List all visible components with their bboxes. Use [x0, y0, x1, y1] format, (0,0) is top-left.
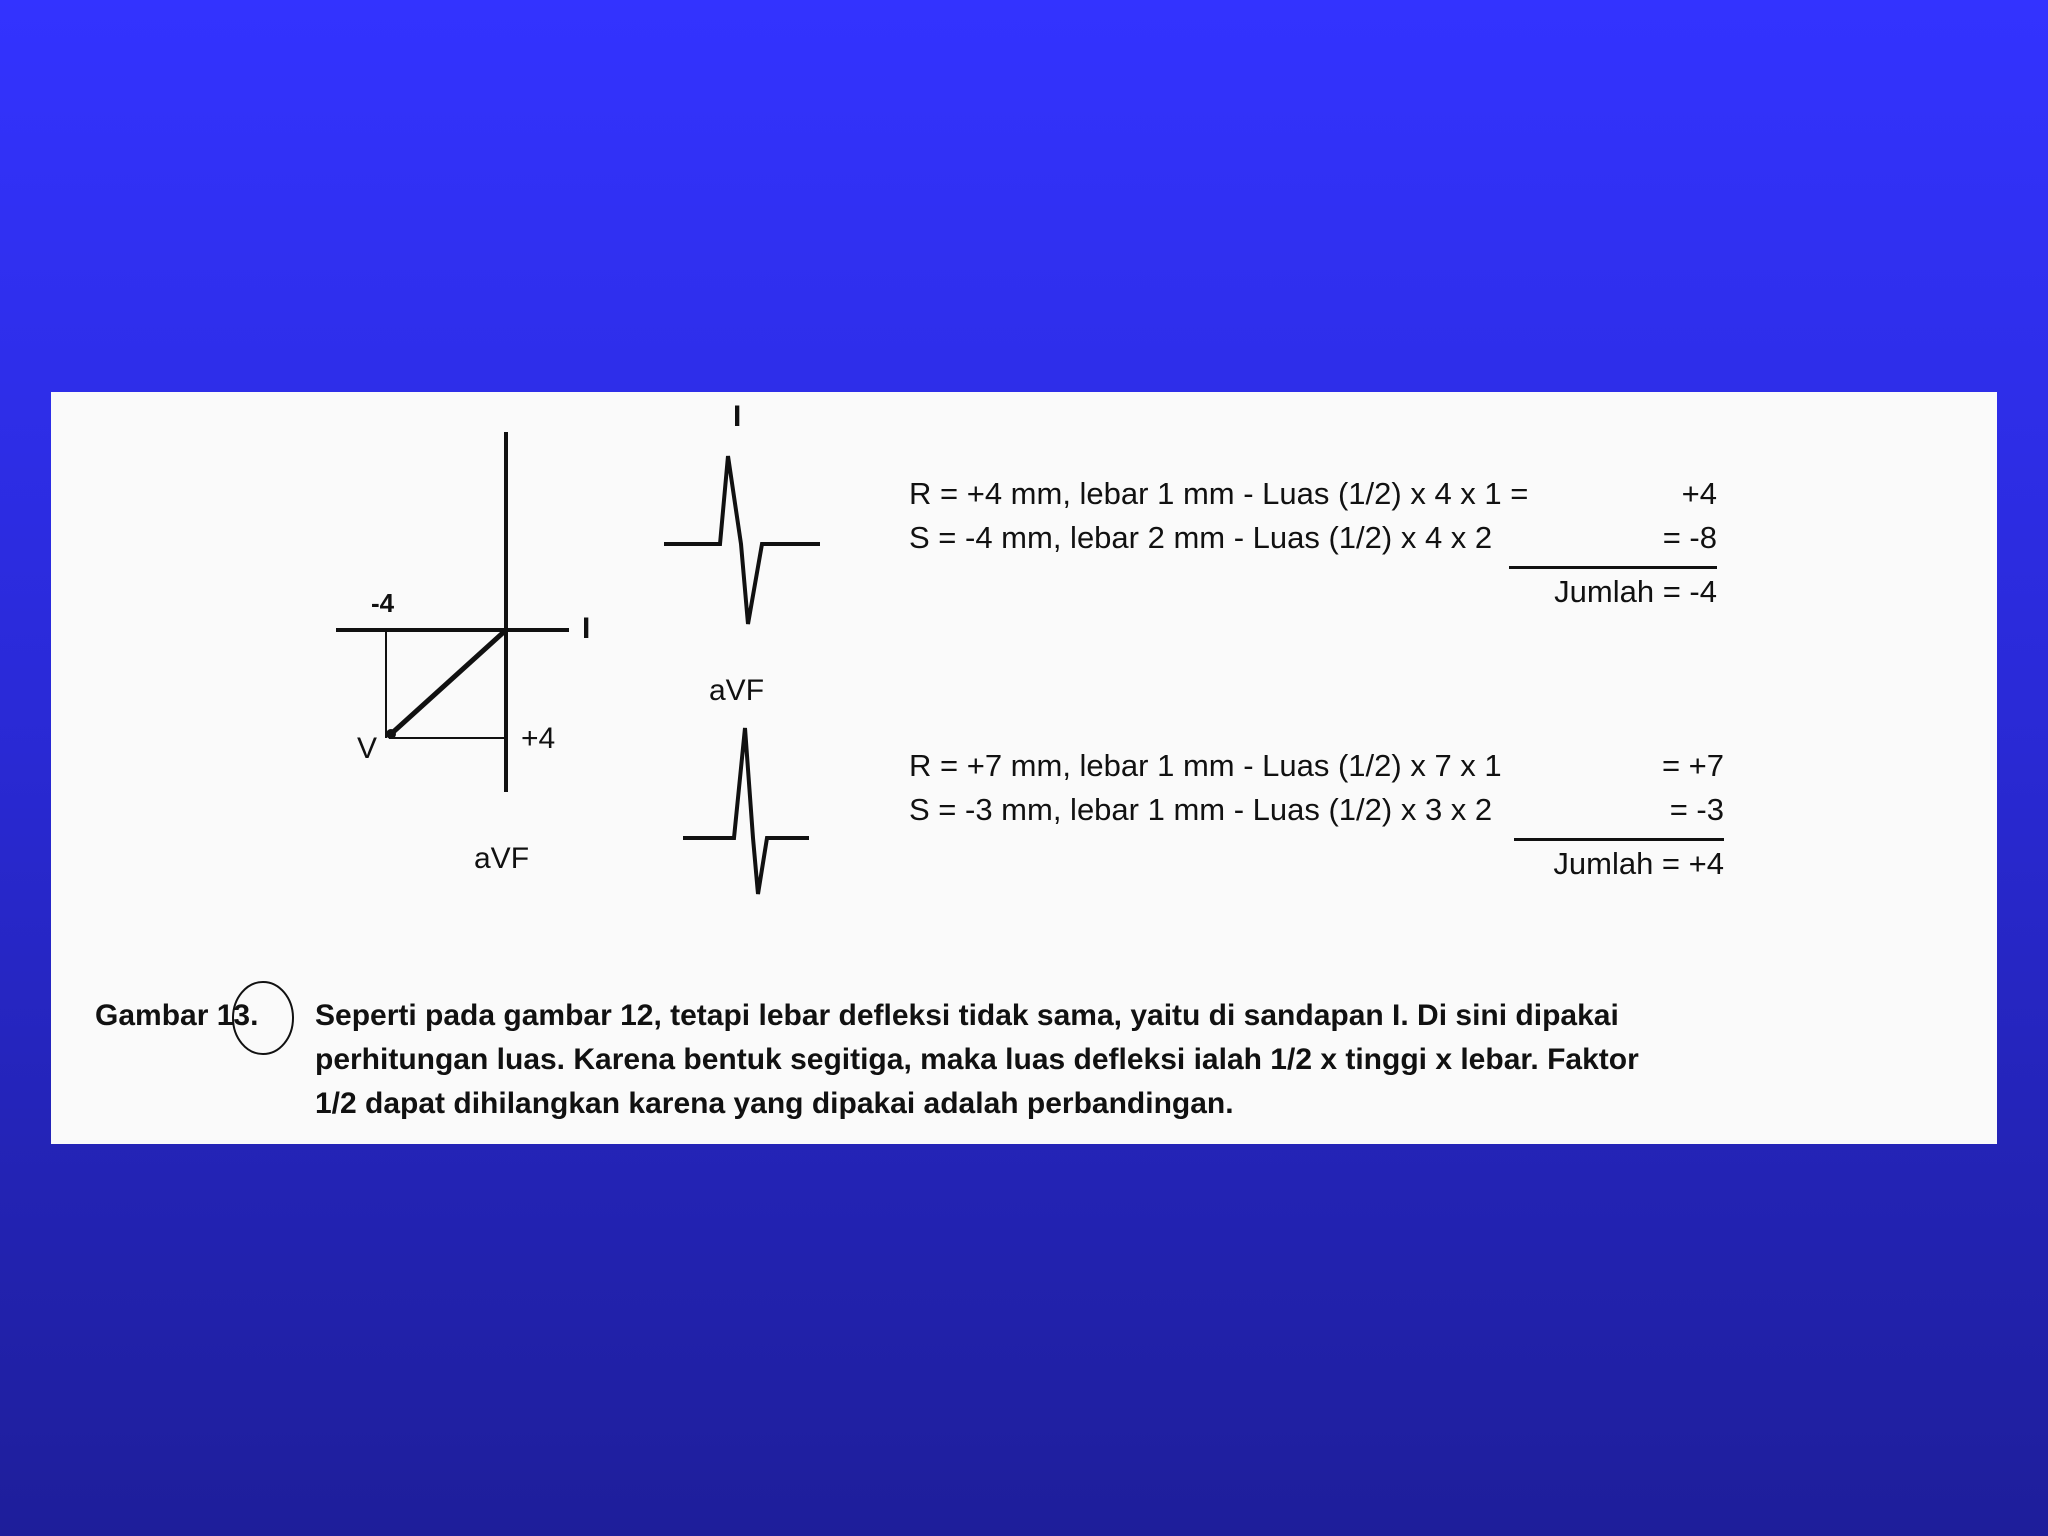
- lead-aVF-axis-label: aVF: [474, 842, 530, 875]
- waveform-label-aVF: aVF: [709, 674, 765, 707]
- lead-aVF-waveform: [683, 728, 809, 894]
- caption-line: perhitungan luas. Karena bentuk segitiga, maka luas defleksi ialah 1/2 x tinggi x lebar. Faktor: [315, 1043, 1639, 1076]
- calc-row-text: S = -4 mm, lebar 2 mm - Luas (1/2) x 4 x 2: [909, 520, 1493, 555]
- caption-text: [315, 994, 1985, 1126]
- axis-x-value-label: -4: [371, 588, 395, 618]
- calc-row-result: = +7: [1661, 748, 1724, 783]
- axis-y-value-label: +4: [521, 722, 556, 755]
- caption-figure-number: 13.: [216, 999, 259, 1032]
- waveform-label-I: I: [733, 400, 742, 433]
- calc-row-R: [909, 474, 1717, 514]
- caption-label: [95, 994, 258, 1038]
- calc-block-lead-I: [909, 474, 1717, 609]
- calc-total: [909, 572, 1717, 612]
- calc-row-text: R = +4 mm, lebar 1 mm - Luas (1/2) x 4 x 1 =: [909, 476, 1529, 511]
- calc-block-lead-aVF: [909, 746, 1724, 881]
- calc-row-R: [909, 746, 1724, 786]
- calc-row-text: R = +7 mm, lebar 1 mm - Luas (1/2) x 7 x 1: [909, 748, 1502, 783]
- caption-line: Seperti pada gambar 12, tetapi lebar defleksi tidak sama, yaitu di sandapan I. Di sini dipakai: [315, 999, 1619, 1032]
- sum-underline: [1514, 838, 1724, 841]
- lead-I-waveform: [664, 456, 820, 624]
- calc-total: [909, 844, 1724, 884]
- calc-row-S: [909, 790, 1724, 830]
- caption-line: 1/2 dapat dihilangkan karena yang dipakai adalah perbandingan.: [315, 1087, 1234, 1120]
- calc-row-S: [909, 518, 1717, 558]
- calc-total-text: Jumlah = -4: [1554, 574, 1717, 609]
- calc-row-text: S = -3 mm, lebar 1 mm - Luas (1/2) x 3 x 2: [909, 792, 1493, 827]
- sum-underline: [1509, 566, 1717, 569]
- calc-row-result: = -3: [1669, 792, 1724, 827]
- caption-label-text: Gambar: [95, 999, 209, 1032]
- resultant-vector-line: [391, 630, 506, 734]
- calc-row-result: +4: [1681, 476, 1717, 511]
- vector-tip: [386, 729, 396, 739]
- calc-row-result: = -8: [1662, 520, 1717, 555]
- vector-label: V: [357, 732, 378, 765]
- calc-total-text: Jumlah = +4: [1553, 846, 1724, 881]
- lead-I-axis-label: I: [582, 612, 591, 645]
- figure-panel: [51, 392, 1997, 1144]
